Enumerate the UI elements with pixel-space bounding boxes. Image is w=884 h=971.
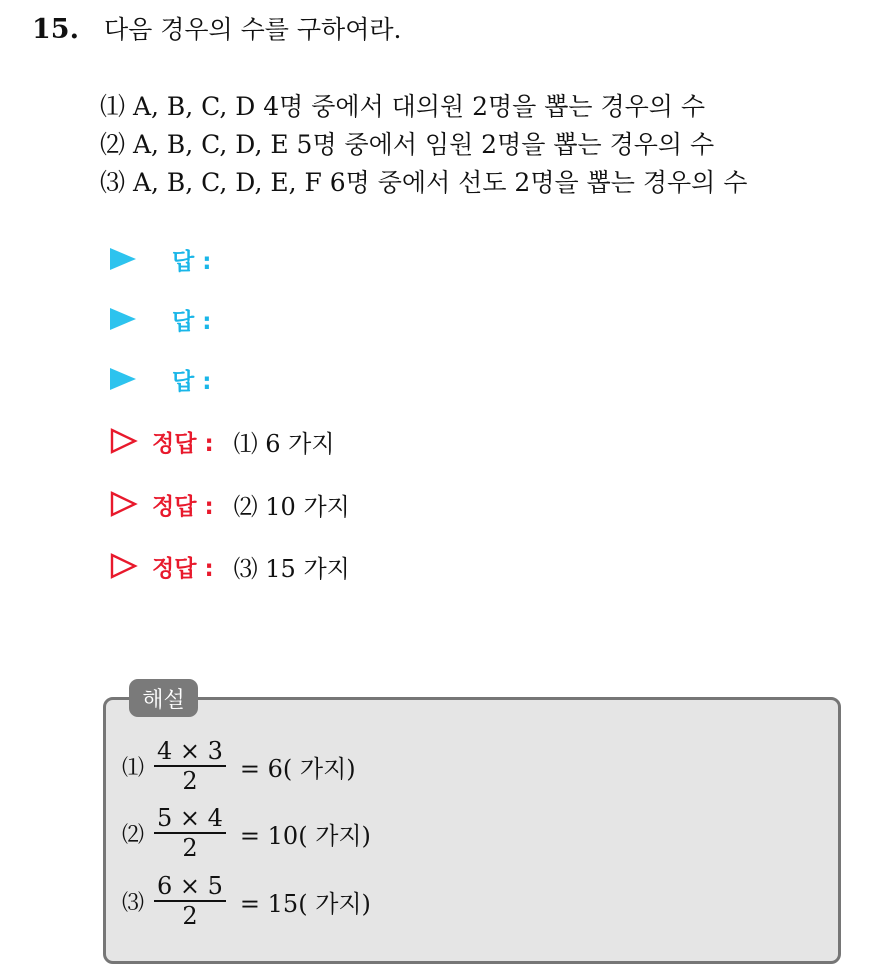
fraction-denominator: 2 xyxy=(182,767,198,795)
triangle-marker-icon xyxy=(110,308,136,330)
sub-question-list xyxy=(100,88,747,202)
sub-question-3: ⑶ A, B, C, D, E, F 6명 중에서 선도 2명을 뽑는 경우의 수 xyxy=(100,168,748,197)
fraction-numerator: 6 × 5 xyxy=(157,872,223,900)
explanation-line-3 xyxy=(122,872,371,930)
explanation-index: ⑵ xyxy=(122,822,145,848)
answer-blank-1[interactable] xyxy=(110,242,211,276)
answer-label: 답 : xyxy=(172,248,212,275)
correct-label: 정답 : xyxy=(152,555,214,582)
answer-blank-3[interactable] xyxy=(110,362,211,396)
outline-triangle-icon xyxy=(110,553,138,579)
question-text: 다음 경우의 수를 구하여라. xyxy=(104,15,402,44)
explanation-result: = 6( 가지) xyxy=(239,754,356,783)
correct-value: ⑶ 15 가지 xyxy=(233,554,350,583)
correct-value: ⑴ 6 가지 xyxy=(233,429,335,458)
answer-blank-2[interactable] xyxy=(110,302,211,336)
outline-triangle-icon xyxy=(110,428,138,454)
fraction-denominator: 2 xyxy=(182,834,198,862)
problem-number: 15. xyxy=(32,14,79,45)
outline-triangle-icon xyxy=(110,491,138,517)
answer-label: 답 : xyxy=(172,368,212,395)
correct-label: 정답 : xyxy=(152,493,214,520)
sub-question-2: ⑵ A, B, C, D, E 5명 중에서 임원 2명을 뽑는 경우의 수 xyxy=(100,130,715,159)
correct-label: 정답 : xyxy=(152,430,214,457)
explanation-index: ⑶ xyxy=(122,890,145,916)
fraction-numerator: 4 × 3 xyxy=(157,737,223,765)
explanation-result: = 10( 가지) xyxy=(239,821,371,850)
correct-value: ⑵ 10 가지 xyxy=(233,492,350,521)
answer-label: 답 : xyxy=(172,308,212,335)
explanation-index: ⑴ xyxy=(122,755,145,781)
fraction-denominator: 2 xyxy=(182,902,198,930)
explanation-title: 해설 xyxy=(129,679,198,717)
problem-header xyxy=(32,10,401,46)
triangle-marker-icon xyxy=(110,248,136,270)
fraction xyxy=(154,804,226,862)
fraction-numerator: 5 × 4 xyxy=(157,804,223,832)
correct-answer-2 xyxy=(110,487,350,521)
correct-answer-3 xyxy=(110,549,350,583)
triangle-marker-icon xyxy=(110,368,136,390)
sub-question-1: ⑴ A, B, C, D 4명 중에서 대의원 2명을 뽑는 경우의 수 xyxy=(100,92,706,121)
explanation-result: = 15( 가지) xyxy=(239,889,371,918)
correct-answer-1 xyxy=(110,424,335,458)
fraction xyxy=(154,737,226,795)
fraction xyxy=(154,872,226,930)
explanation-line-2 xyxy=(122,804,371,862)
explanation-line-1 xyxy=(122,737,356,795)
